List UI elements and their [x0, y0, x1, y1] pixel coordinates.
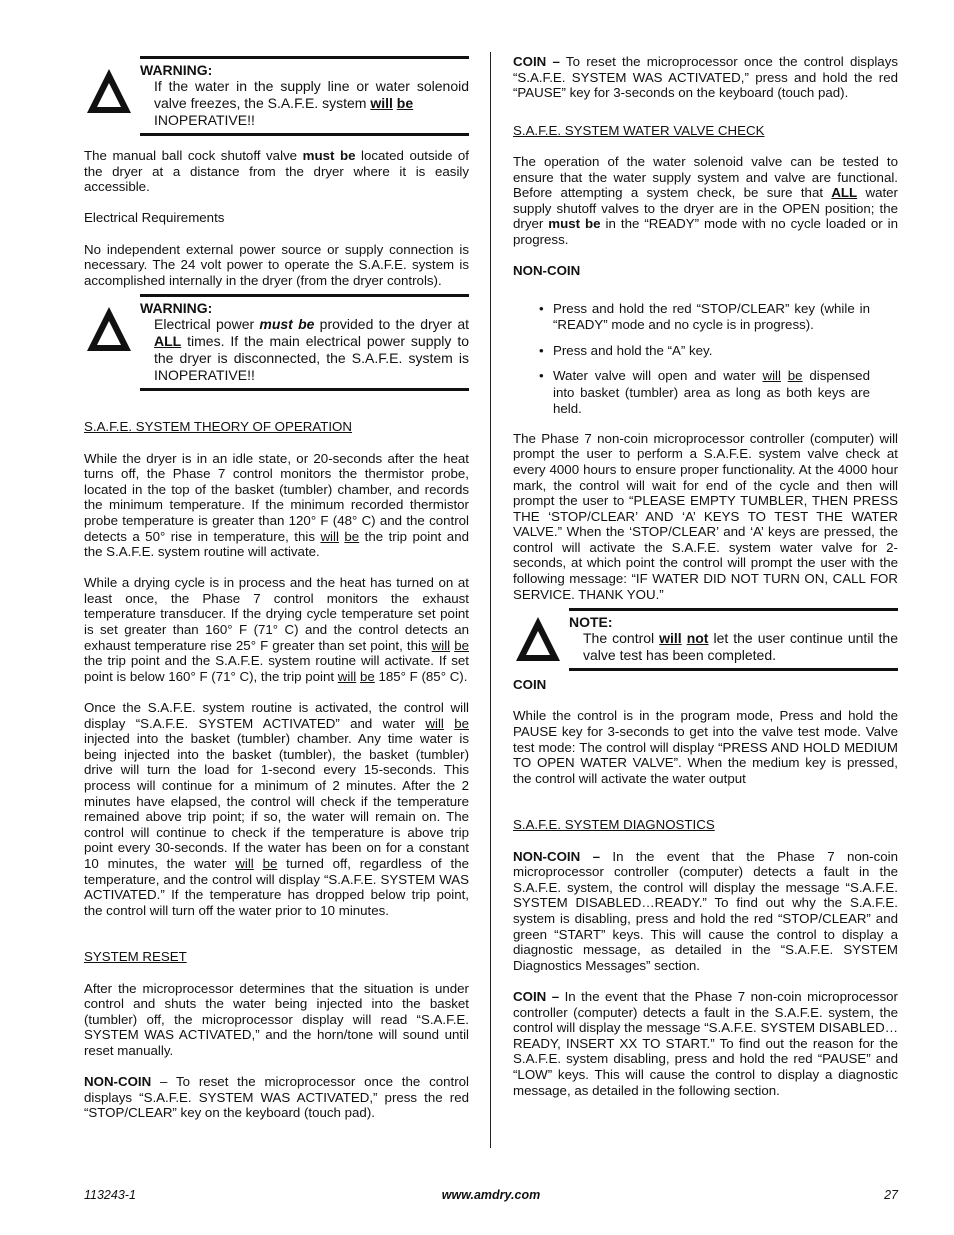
left-column: [84, 50, 469, 1121]
page-footer: [84, 1188, 898, 1206]
system-reset-paragraph: After the microprocessor determines that the situation is under control and shuts the water being injected into the basket (tumbler) off, the microprocessor display will read “S.A.F.E. SYSTEM WAS ACTIVATED,” and the horn/tone will sound until reset manually.: [84, 980, 469, 1058]
coin-heading: COIN: [513, 677, 547, 693]
warning-triangle-icon: [84, 66, 134, 116]
website-link[interactable]: www.amdry.com: [441, 1188, 541, 1202]
noncoin-heading: NON-COIN: [513, 263, 581, 279]
theory-paragraph-1: While the dryer is in an idle state, or 20-seconds after the heat turns off, the Phase 7 control monitors the thermistor probe, located in the top of the basket (tumbler) chamber, and records the minimum temperature. If the minimum recorded thermistor probe temperature is greater than 120° F (48° C) and the control detects a 50° rise in temperature, this will be the trip point and the S.A.F.E. system routine will activate.: [84, 450, 469, 560]
warning-body: Electrical power must be provided to the dryer at ALL times. If the main electrical power supply to the dryer is disconnected, the S.A.F.E. system is INOPERATIVE!!: [154, 316, 469, 384]
warning-triangle-icon: [84, 304, 134, 354]
shutoff-valve-paragraph: The manual ball cock shutoff valve must be located outside of the dryer at a distance from the dryer where it is easily accessible.: [84, 148, 469, 195]
list-item: • Water valve will open and water will be dispensed into basket (tumbler) area as long as both keys are held.: [547, 368, 870, 418]
phase7-prompt-paragraph: The Phase 7 non-coin microprocessor controller (computer) will prompt the user to perform a S.A.F.E. system valve check at every 4000 hours to ensure proper functionality. At the 4000 hour mark, the control will wait for end of the cycle and then will prompt the user to “PLEASE EMPTY TUMBLER, THEN PRESS THE ‘STOP/CLEAR’ AND ‘A’ KEYS TO TEST THE WATER VALVE.” When the ‘STOP/CLEAR’ and ‘A’ keys are pressed, the control will activate the S.A.F.E. system water valve for 2-seconds, at which point the control will prompt the user with the following message: “IF WATER DID NOT TURN ON, CALL FOR SERVICE. THANK YOU.”: [513, 430, 898, 602]
warning-title: WARNING:: [140, 300, 213, 317]
diagnostics-heading: S.A.F.E. SYSTEM DIAGNOSTICS: [513, 817, 715, 833]
noncoin-reset-paragraph: NON-COIN – To reset the microprocessor once the control displays “S.A.F.E. SYSTEM WAS ACTIVATED,” press the red “STOP/CLEAR” key on the keyboard (touch pad).: [84, 1074, 469, 1121]
water-valve-check-paragraph: The operation of the water solenoid valve can be tested to ensure that the water supply system and valve are functional. Before attempting a system check, be sure that ALL water supply shutoff valves to the dryer are in the OPEN position; the dryer must be in the “READY” mode with no cycle loaded or in progress.: [513, 153, 898, 247]
electrical-requirements-heading: Electrical Requirements: [84, 210, 225, 226]
system-reset-heading: SYSTEM RESET: [84, 949, 187, 965]
page-number: 27: [884, 1188, 898, 1202]
warning-callout-power: [84, 294, 469, 391]
right-column: [513, 50, 898, 1098]
theory-of-operation-heading: S.A.F.E. SYSTEM THEORY OF OPERATION: [84, 419, 352, 435]
valve-check-steps: [513, 301, 898, 418]
diagnostics-coin-paragraph: COIN – In the event that the Phase 7 non-coin microprocessor controller (computer) detects a fault in the S.A.F.E. system, the control will display the message “S.A.F.E. SYSTEM DISABLED…READY, INSERT XX TO START.” To find out the reason for the S.A.F.E. system disabling, press and hold the red “PAUSE” and “LOW” keys. This will cause the control to display a diagnostic message, as detailed in the following section.: [513, 988, 898, 1098]
diagnostics-noncoin-paragraph: NON-COIN – In the event that the Phase 7 non-coin microprocessor controller (computer) detects a fault in the S.A.F.E. system, the control will display the message “S.A.F.E. SYSTEM DISABLED…READY.” To find out why the S.A.F.E. system is disabling, press and hold the red “STOP/CLEAR” and green “START” keys. This will cause the control to display a diagnostic message, as detailed in the “S.A.F.E. SYSTEM Diagnostics Messages” section.: [513, 848, 898, 973]
column-divider: [490, 52, 491, 1148]
theory-paragraph-2: While a drying cycle is in process and the heat has turned on at least once, the Phase 7 control monitors the exhaust temperature transducer. If the drying cycle temperature set point is set greater than 160° F (71° C) and the control detects an exhaust temperature rise 25° F greater than set point, this will be the trip point and the S.A.F.E. system routine will activate. If set point is below 160° F (71° C), the trip point will be 185° F (85° C).: [84, 575, 469, 684]
note-callout: [513, 608, 898, 671]
coin-reset-paragraph: COIN – To reset the microprocessor once the control displays “S.A.F.E. SYSTEM WAS ACTIVATED,” press and hold the red “PAUSE” key for 3-seconds on the keyboard (touch pad).: [513, 54, 898, 101]
warning-body: If the water in the supply line or water solenoid valve freezes, the S.A.F.E. system will be INOPERATIVE!!: [154, 78, 469, 128]
theory-paragraph-3: Once the S.A.F.E. system routine is activated, the control will display “S.A.F.E. SYSTEM ACTIVATED” and water will be injected into the basket (tumbler) chamber. Any time water is being injected into the basket (tumbler), the basket (tumbler) drive will turn the load for 1-second every 15-seconds. This process will continue for a minimum of 2 minutes. After the 2 minutes have elapsed, the control will check if the temperature remained above trip point; if so, the water will remain on. The control will continue to check if the temperature is above trip point every 30-seconds. If the water has been on for a constant 10 minutes, the water will be turned off, regardless of the temperature, and the control will display “S.A.F.E. SYSTEM WAS ACTIVATED.” If the temperature has dropped below trip point, the control will turn off the water prior to 10 minutes.: [84, 700, 469, 918]
warning-callout-freeze: [84, 56, 469, 136]
coin-valve-test-paragraph: While the control is in the program mode, Press and hold the PAUSE key for 3-seconds to get into the valve test mode. Valve test mode: The control will display “PRESS AND HOLD MEDIUM TO OPEN WATER VALVE”. When the medium key is pressed, the control will activate the water output: [513, 708, 898, 786]
note-title: NOTE:: [569, 614, 613, 631]
note-body: The control will not let the user continue until the valve test has been completed.: [583, 630, 898, 664]
list-item: • Press and hold the “A” key.: [547, 343, 870, 360]
list-item: • Press and hold the red “STOP/CLEAR” key (while in “READY” mode and no cycle is in progress).: [547, 301, 870, 334]
warning-title: WARNING:: [140, 62, 213, 78]
document-number: 113243-1: [84, 1188, 136, 1202]
water-valve-check-heading: S.A.F.E. SYSTEM WATER VALVE CHECK: [513, 122, 765, 138]
note-triangle-icon: [513, 614, 563, 664]
power-paragraph: No independent external power source or supply connection is necessary. The 24 volt power to operate the S.A.F.E. system is accomplished internally in the dryer (from the dryer controls).: [84, 241, 469, 288]
